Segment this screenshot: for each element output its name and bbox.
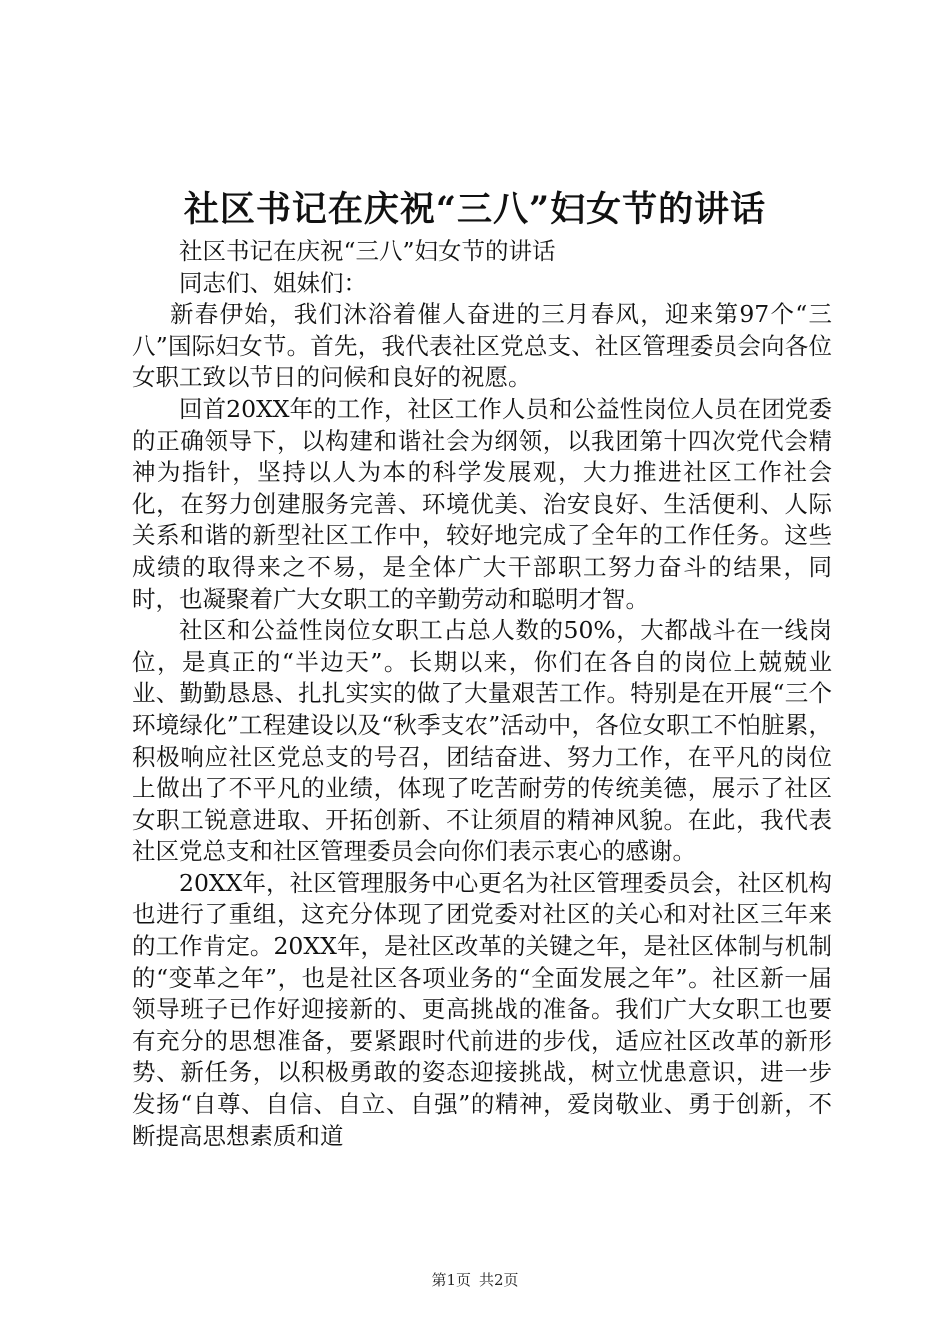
document-body (132, 236, 832, 1152)
paragraph-subtitle: 社区书记在庆祝“三八”妇女节的讲话 (179, 237, 556, 265)
paragraph-review: 回首20XX年的工作，社区工作人员和公益性岗位人员在团党委的正确领导下，以构建和谐社会为纲领，以我团第十四次党代会精神为指针，坚持以人为本的科学发展观，大力推进社区工作社会化，在努力创建服务完善、环境优美、治安良好、生活便利、人际关系和谐的新型社区工作中，较好地完成了全年的工作任务。这些成绩的取得来之不易，是全体广大干部职工努力奋斗的结果，同时，也凝聚着广大女职工的辛勤劳动和聪明才智。 (132, 394, 832, 613)
page-footer (0, 1268, 950, 1292)
paragraph-outlook: 20XX年，社区管理服务中心更名为社区管理委员会，社区机构也进行了重组，这充分体现了团党委对社区的关心和对社区三年来的工作肯定。20XX年，是社区改革的关键之年，是社区体制与机制的“变革之年”，也是社区各项业务的“全面发展之年”。社区新一届领导班子已作好迎接新的、更高挑战的准备。我们广大女职工也要有充分的思想准备，要紧跟时代前进的步伐，适应社区改革的新形势、新任务，以积极勇敢的姿态迎接挑战，树立忧患意识，进一步发扬“自尊、自信、自立、自强”的精神，爱岗敬业、勇于创新，不断提高思想素质和道 (132, 868, 832, 1150)
paragraph-thanks: 社区和公益性岗位女职工占总人数的50%，大都战斗在一线岗位，是真正的“半边天”。长期以来，你们在各自的岗位上兢兢业业、勤勤恳恳、扎扎实实的做了大量艰苦工作。特别是在开展“三个环境绿化”工程建设以及“秋季支农”活动中，各位女职工不怕脏累，积极响应社区党总支的号召，团结奋进、努力工作，在平凡的岗位上做出了不平凡的业绩，体现了吃苦耐劳的传统美德，展示了社区女职工锐意进取、开拓创新、不让须眉的精神风貌。在此，我代表社区党总支和社区管理委员会向你们表示衷心的感谢。 (132, 616, 832, 866)
page-number-current: 第1页 (431, 1271, 471, 1289)
paragraph-opening: 新春伊始，我们沐浴着催人奋进的三月春风，迎来第97个“三八”国际妇女节。首先，我代表社区党总支、社区管理委员会向各位女职工致以节日的问候和良好的祝愿。 (132, 300, 832, 392)
paragraph-salutation: 同志们、姐妹们： (179, 268, 367, 297)
document-title: 社区书记在庆祝“三八”妇女节的讲话 (183, 189, 767, 230)
page-number-total: 共2页 (479, 1271, 519, 1289)
